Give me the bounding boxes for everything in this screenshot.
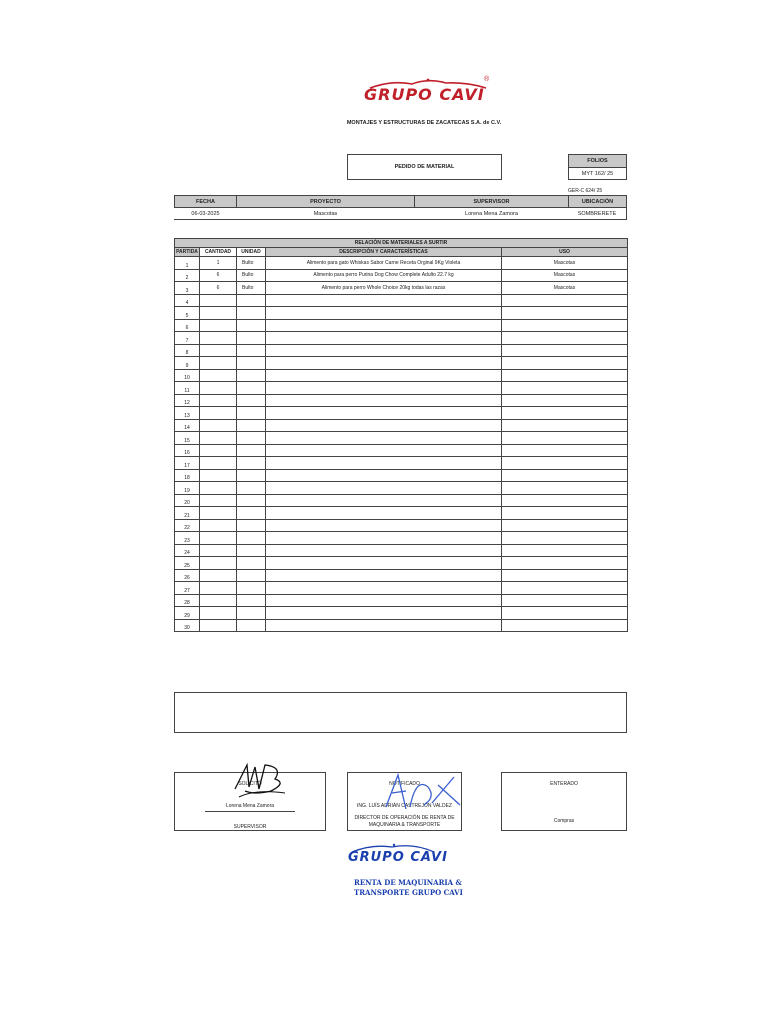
table-row: [175, 269, 628, 282]
cantidad-cell: 6: [200, 282, 237, 295]
cantidad-cell: [200, 307, 237, 320]
partida-cell: 16: [175, 444, 200, 457]
folios-header: FOLIOS: [568, 154, 627, 168]
cantidad-cell: [200, 319, 237, 332]
partida-cell: 3: [175, 282, 200, 295]
notificado-role-2: MAQUINARIA & TRANSPORTE: [368, 822, 441, 828]
table-row: [175, 482, 628, 495]
uso-cell: [502, 394, 628, 407]
supervisor-header: SUPERVISOR: [414, 195, 569, 208]
uso-cell: [502, 482, 628, 495]
descripcion-cell: [266, 319, 502, 332]
cantidad-cell: [200, 544, 237, 557]
cantidad-cell: [200, 332, 237, 345]
partida-cell: 21: [175, 507, 200, 520]
descripcion-cell: [266, 394, 502, 407]
unidad-cell: [237, 307, 266, 320]
unidad-cell: [237, 482, 266, 495]
partida-cell: 14: [175, 419, 200, 432]
uso-cell: [502, 532, 628, 545]
unidad-cell: [237, 494, 266, 507]
partida-cell: 11: [175, 382, 200, 395]
partida-cell: 26: [175, 569, 200, 582]
unidad-cell: [237, 569, 266, 582]
partida-cell: 17: [175, 457, 200, 470]
table-row: [175, 582, 628, 595]
solicito-name: Lorena Mena Zamora: [225, 803, 275, 809]
descripcion-cell: [266, 569, 502, 582]
cantidad-cell: [200, 494, 237, 507]
partida-cell: 9: [175, 357, 200, 370]
descripcion-cell: [266, 607, 502, 620]
partida-cell: 25: [175, 557, 200, 570]
partida-cell: 29: [175, 607, 200, 620]
company-name: MONTAJES Y ESTRUCTURAS DE ZACATECAS S.A. de C.V.: [346, 120, 502, 126]
descripcion-cell: Alimento para gato Whiskas Sabor Carne Receta Orginal 9Kg Violeta: [266, 257, 502, 270]
unidad-cell: [237, 419, 266, 432]
unidad-cell: [237, 344, 266, 357]
uso-cell: [502, 294, 628, 307]
table-row: [175, 569, 628, 582]
unidad-cell: [237, 519, 266, 532]
table-row: [175, 282, 628, 295]
stamp-line-1: RENTA DE MAQUINARIA &: [354, 878, 462, 887]
descripcion-cell: [266, 457, 502, 470]
table-row: [175, 344, 628, 357]
cantidad-cell: [200, 457, 237, 470]
descripcion-cell: [266, 507, 502, 520]
uso-cell: [502, 344, 628, 357]
uso-cell: [502, 594, 628, 607]
partida-cell: 1: [175, 257, 200, 270]
cantidad-cell: [200, 382, 237, 395]
solicito-label: SOLICITÓ: [238, 781, 262, 787]
partida-cell: 23: [175, 532, 200, 545]
unidad-cell: [237, 507, 266, 520]
folio-2: GER-C 624/ 25: [568, 188, 603, 194]
cantidad-cell: [200, 532, 237, 545]
partida-cell: 7: [175, 332, 200, 345]
cantidad-cell: [200, 569, 237, 582]
uso-cell: [502, 582, 628, 595]
descripcion-cell: [266, 382, 502, 395]
cantidad-cell: [200, 407, 237, 420]
partida-cell: 22: [175, 519, 200, 532]
col-unidad: UNIDAD: [237, 248, 266, 257]
descripcion-cell: [266, 357, 502, 370]
partida-cell: 8: [175, 344, 200, 357]
table-row: [175, 257, 628, 270]
logo-text: GRUPO CAVI: [364, 85, 485, 104]
descripcion-cell: [266, 494, 502, 507]
stamp-line-2: TRANSPORTE GRUPO CAVI: [354, 888, 463, 897]
table-row: [175, 532, 628, 545]
fecha-header: FECHA: [174, 195, 237, 208]
enterado-name: Compras: [553, 818, 575, 824]
cantidad-cell: [200, 419, 237, 432]
uso-cell: [502, 457, 628, 470]
cantidad-cell: [200, 557, 237, 570]
partida-cell: 5: [175, 307, 200, 320]
uso-cell: [502, 307, 628, 320]
cantidad-cell: [200, 607, 237, 620]
uso-cell: [502, 419, 628, 432]
table-row: [175, 494, 628, 507]
supervisor-signature: [225, 759, 295, 799]
table-row: [175, 594, 628, 607]
descripcion-cell: Alimento para perro Whole Choice 20kg todas las razas: [266, 282, 502, 295]
unidad-cell: [237, 394, 266, 407]
uso-cell: [502, 382, 628, 395]
table-row: [175, 294, 628, 307]
table-row: [175, 469, 628, 482]
table-row: [175, 332, 628, 345]
company-logo: [362, 76, 494, 106]
col-descripcion: DESCRIPCIÓN Y CARACTERÍSTICAS: [266, 248, 502, 257]
table-row: [175, 432, 628, 445]
unidad-cell: [237, 294, 266, 307]
fecha-value: 06-03-2025: [174, 208, 237, 220]
descripcion-cell: [266, 482, 502, 495]
uso-cell: [502, 319, 628, 332]
unidad-cell: [237, 382, 266, 395]
table-row: [175, 619, 628, 632]
unidad-cell: [237, 557, 266, 570]
table-title: RELACIÓN DE MATERIALES A SURTIR: [175, 239, 628, 248]
uso-cell: [502, 619, 628, 632]
notificado-name: ING. LUÍS ADRIÁN CASTREJÓN VALDEZ: [357, 803, 452, 809]
unidad-cell: [237, 607, 266, 620]
descripcion-cell: [266, 407, 502, 420]
cantidad-cell: [200, 482, 237, 495]
table-row: [175, 419, 628, 432]
uso-cell: [502, 407, 628, 420]
col-cantidad: CANTIDAD: [200, 248, 237, 257]
cantidad-cell: [200, 507, 237, 520]
unidad-cell: Bulto: [237, 269, 266, 282]
uso-cell: [502, 444, 628, 457]
uso-cell: [502, 544, 628, 557]
descripcion-cell: [266, 594, 502, 607]
descripcion-cell: Alimento para perro Purina Dog Chow Complete Adulto 22.7 kg: [266, 269, 502, 282]
solicito-box: [174, 772, 326, 831]
table-row: [175, 444, 628, 457]
observations-box: [174, 692, 627, 733]
unidad-cell: [237, 544, 266, 557]
uso-cell: [502, 569, 628, 582]
uso-cell: [502, 432, 628, 445]
partida-cell: 2: [175, 269, 200, 282]
descripcion-cell: [266, 369, 502, 382]
table-row: [175, 507, 628, 520]
proyecto-header: PROYECTO: [236, 195, 415, 208]
doc-title: PEDIDO DE MATERIAL: [347, 154, 502, 180]
unidad-cell: [237, 594, 266, 607]
table-header-row: [175, 248, 628, 257]
enterado-label: ENTERADO: [550, 781, 578, 787]
descripcion-cell: [266, 344, 502, 357]
partida-cell: 20: [175, 494, 200, 507]
partida-cell: 6: [175, 319, 200, 332]
table-row: [175, 307, 628, 320]
notificado-label: NOTIFICADO: [389, 781, 420, 787]
unidad-cell: [237, 619, 266, 632]
uso-cell: [502, 332, 628, 345]
unidad-cell: Bulto: [237, 282, 266, 295]
table-row: [175, 357, 628, 370]
ubicacion-header: UBICACIÓN: [568, 195, 627, 208]
uso-cell: [502, 357, 628, 370]
stamp-logo-text: GRUPO CAVI: [348, 850, 448, 865]
descripcion-cell: [266, 294, 502, 307]
unidad-cell: [237, 582, 266, 595]
notificado-box: [347, 772, 462, 831]
unidad-cell: [237, 319, 266, 332]
partida-cell: 10: [175, 369, 200, 382]
uso-cell: [502, 507, 628, 520]
unidad-cell: Bulto: [237, 257, 266, 270]
proyecto-value: Mascotas: [236, 208, 415, 220]
unidad-cell: [237, 444, 266, 457]
partida-cell: 27: [175, 582, 200, 595]
solicito-role: SUPERVISOR: [233, 824, 267, 830]
uso-cell: [502, 469, 628, 482]
descripcion-cell: [266, 557, 502, 570]
col-partida: PARTIDA: [176, 249, 198, 255]
unidad-cell: [237, 357, 266, 370]
table-row: [175, 394, 628, 407]
registered-mark: ®: [484, 76, 490, 83]
uso-cell: Mascotas: [502, 282, 628, 295]
unidad-cell: [237, 532, 266, 545]
uso-cell: Mascotas: [502, 269, 628, 282]
partida-cell: 18: [175, 469, 200, 482]
partida-cell: 12: [175, 394, 200, 407]
cantidad-cell: [200, 369, 237, 382]
unidad-cell: [237, 407, 266, 420]
partida-cell: 13: [175, 407, 200, 420]
cantidad-cell: [200, 469, 237, 482]
supervisor-value: Lorena Mena Zamora: [414, 208, 569, 220]
partida-cell: 28: [175, 594, 200, 607]
cantidad-cell: [200, 294, 237, 307]
descripcion-cell: [266, 582, 502, 595]
folio-1: MYT 162/ 25: [568, 168, 627, 180]
descripcion-cell: [266, 544, 502, 557]
table-row: [175, 369, 628, 382]
unidad-cell: [237, 469, 266, 482]
partida-cell: 19: [175, 482, 200, 495]
cantidad-cell: [200, 444, 237, 457]
table-row: [175, 607, 628, 620]
cantidad-cell: 1: [200, 257, 237, 270]
table-row: [175, 544, 628, 557]
descripcion-cell: [266, 444, 502, 457]
uso-cell: Mascotas: [502, 257, 628, 270]
descripcion-cell: [266, 519, 502, 532]
cantidad-cell: [200, 344, 237, 357]
ubicacion-value: SOMBRERETE: [568, 208, 627, 220]
table-row: [175, 319, 628, 332]
partida-cell: 15: [175, 432, 200, 445]
cantidad-cell: [200, 519, 237, 532]
descripcion-cell: [266, 619, 502, 632]
descripcion-cell: [266, 419, 502, 432]
table-row: [175, 519, 628, 532]
descripcion-cell: [266, 432, 502, 445]
uso-cell: [502, 607, 628, 620]
uso-cell: [502, 494, 628, 507]
uso-cell: [502, 519, 628, 532]
uso-cell: [502, 557, 628, 570]
enterado-box: [501, 772, 627, 831]
cantidad-cell: [200, 619, 237, 632]
table-row: [175, 407, 628, 420]
cantidad-cell: [200, 394, 237, 407]
cantidad-cell: [200, 594, 237, 607]
descripcion-cell: [266, 469, 502, 482]
partida-cell: 24: [175, 544, 200, 557]
descripcion-cell: [266, 532, 502, 545]
cantidad-cell: [200, 357, 237, 370]
cantidad-cell: 6: [200, 269, 237, 282]
unidad-cell: [237, 432, 266, 445]
table-row: [175, 557, 628, 570]
partida-cell: 4: [175, 294, 200, 307]
cantidad-cell: [200, 432, 237, 445]
materials-table: [174, 238, 628, 632]
partida-cell: 30: [175, 619, 200, 632]
uso-cell: [502, 369, 628, 382]
unidad-cell: [237, 457, 266, 470]
table-row: [175, 382, 628, 395]
company-stamp: [344, 842, 463, 902]
director-signature: [376, 767, 466, 817]
cantidad-cell: [200, 582, 237, 595]
notificado-role-1: DIRECTOR DE OPERACIÓN DE RENTA DE: [354, 815, 455, 821]
descripcion-cell: [266, 307, 502, 320]
unidad-cell: [237, 332, 266, 345]
table-row: [175, 457, 628, 470]
col-uso: USO: [502, 248, 628, 257]
descripcion-cell: [266, 332, 502, 345]
unidad-cell: [237, 369, 266, 382]
